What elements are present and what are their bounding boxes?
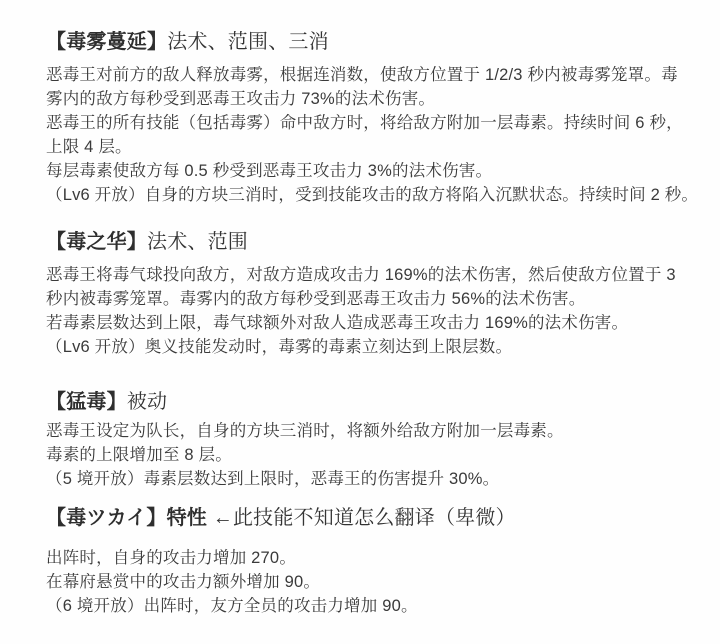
skill-name: 【毒ツカイ】特性 [46, 507, 207, 529]
skill-translator-note: ←此技能不知道怎么翻译（卑微） [207, 507, 516, 529]
skill-tags: 被动 [126, 391, 168, 413]
skill-description-poison-flower [46, 263, 700, 359]
skill-line: 恶毒王的所有技能（包括毒雾）命中敌方时，将给敌方附加一层毒素。持续时间 6 秒， [46, 114, 683, 132]
skill-line: 恶毒王将毒气球投向敌方，对敌方造成攻击力 169%的法术伤害，然后使敌方位置于 3 [46, 266, 676, 284]
skill-heading-doku-tsukai [46, 505, 700, 531]
skill-heading-fierce-poison [46, 389, 700, 415]
skill-description-fierce-poison [46, 419, 700, 491]
skill-tags: 法术、范围、三消 [167, 31, 329, 53]
skill-line: （Lv6 开放）自身的方块三消时，受到技能攻击的敌方将陷入沉默状态。持续时间 2 秒。 [46, 186, 699, 204]
skill-line: 恶毒王对前方的敌人释放毒雾，根据连消数，使敌方位置于 1/2/3 秒内被毒雾笼罩。毒 [46, 66, 678, 84]
skill-line: 每层毒素使敌方每 0.5 秒受到恶毒王攻击力 3%的法术伤害。 [46, 162, 493, 180]
skill-name: 【毒雾蔓延】 [46, 31, 168, 53]
skill-description-doku-tsukai [46, 546, 700, 618]
skill-line: （5 境开放）毒素层数达到上限时，恶毒王的伤害提升 30%。 [46, 470, 500, 488]
skill-tags: 法术、范围 [147, 231, 248, 253]
skill-name: 【毒之华】 [46, 231, 147, 253]
skill-name: 【猛毒】 [46, 391, 127, 413]
skill-line: 雾内的敌方每秒受到恶毒王攻击力 73%的法术伤害。 [46, 90, 436, 108]
skill-line: 出阵时，自身的攻击力增加 270。 [46, 549, 297, 567]
skill-line: 上限 4 层。 [46, 138, 132, 156]
skill-description-poison-mist-spread [46, 63, 700, 207]
skill-line: 秒内被毒雾笼罩。毒雾内的敌方每秒受到恶毒王攻击力 56%的法术伤害。 [46, 290, 586, 308]
skill-line: 恶毒王设定为队长，自身的方块三消时，将额外给敌方附加一层毒素。 [46, 422, 564, 440]
skill-heading-poison-mist-spread [46, 29, 700, 55]
skill-line: （Lv6 开放）奥义技能发动时，毒雾的毒素立刻达到上限层数。 [46, 338, 513, 356]
skill-line: （6 境开放）出阵时，友方全员的攻击力增加 90。 [46, 597, 418, 615]
skill-line: 在幕府悬赏中的攻击力额外增加 90。 [46, 573, 321, 591]
skill-heading-poison-flower [46, 229, 700, 255]
skill-line: 若毒素层数达到上限，毒气球额外对敌人造成恶毒王攻击力 169%的法术伤害。 [46, 314, 629, 332]
skill-line: 毒素的上限增加至 8 层。 [46, 446, 232, 464]
